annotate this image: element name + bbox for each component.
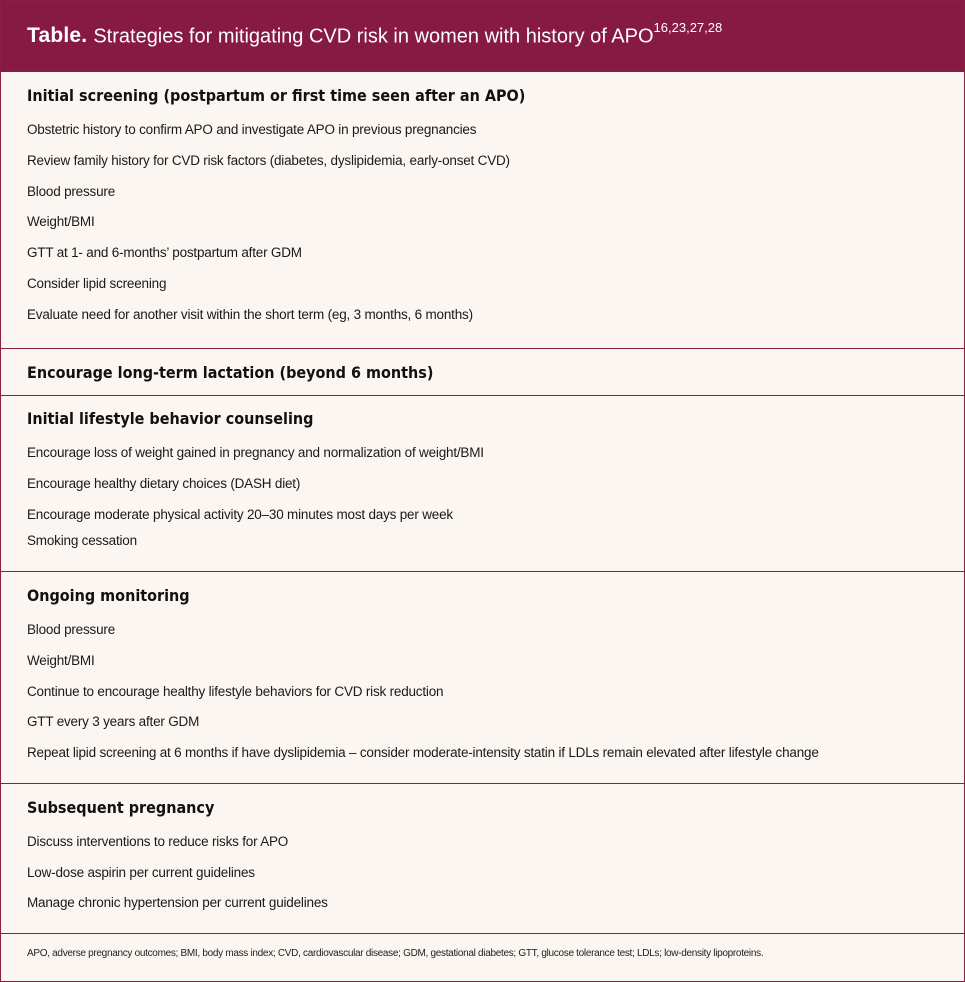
- item-list: [27, 621, 938, 775]
- table-title: [93, 20, 723, 49]
- section-ongoing-monitoring: [1, 571, 964, 783]
- abbreviations-footnote: APO, adverse pregnancy outcomes; BMI, body mass index; CVD, cardiovascular disease; GDM, gestational diabetes; GTT, glucose tolerance test; LDLs; low-density lipoproteins.: [1, 933, 964, 979]
- list-item: GTT every 3 years after GDM: [27, 714, 200, 730]
- section-heading: Initial lifestyle behavior counseling: [27, 409, 314, 428]
- table-header: [1, 1, 964, 71]
- section-heading: Ongoing monitoring: [27, 586, 190, 605]
- section-initial-screening: [1, 71, 964, 348]
- list-item: Blood pressure: [27, 622, 116, 637]
- section-heading: Subsequent pregnancy: [27, 798, 215, 817]
- section-lactation: [1, 348, 964, 395]
- list-item: Obstetric history to confirm APO and investigate APO in previous pregnancies: [27, 122, 477, 137]
- list-item: Weight/BMI: [27, 214, 95, 230]
- list-item: Repeat lipid screening at 6 months if have dyslipidemia – consider moderate-intensity statin if LDLs remain elevated after lifestyle change: [27, 745, 819, 761]
- list-item: Blood pressure: [27, 183, 116, 199]
- section-lifestyle-counseling: [1, 395, 964, 571]
- list-item: Encourage healthy dietary choices (DASH diet): [27, 476, 301, 491]
- section-subsequent-pregnancy: [1, 783, 964, 933]
- list-item: Smoking cessation: [27, 533, 137, 548]
- list-item: Evaluate need for another visit within the short term (eg, 3 months, 6 months): [27, 306, 473, 322]
- list-item: Weight/BMI: [27, 652, 95, 668]
- table-title-text: Strategies for mitigating CVD risk in women with history of APO: [93, 25, 654, 48]
- list-item: Continue to encourage healthy lifestyle behaviors for CVD risk reduction: [27, 683, 444, 699]
- list-item: Consider lipid screening: [27, 275, 167, 291]
- list-item: GTT at 1- and 6-months’ postpartum after GDM: [27, 245, 302, 261]
- section-heading: Encourage long-term lactation (beyond 6 months): [27, 363, 434, 382]
- list-item: Low-dose aspirin per current guidelines: [27, 864, 255, 880]
- item-list: [27, 444, 938, 563]
- table-label: Table.: [27, 24, 88, 47]
- item-list: [27, 833, 938, 925]
- list-item: Encourage loss of weight gained in pregnancy and normalization of weight/BMI: [27, 445, 484, 460]
- list-item: Manage chronic hypertension per current guidelines: [27, 895, 328, 910]
- list-item: Review family history for CVD risk factors (diabetes, dyslipidemia, early-onset CVD): [27, 152, 510, 168]
- item-list: [27, 121, 938, 337]
- reference-superscript: 16,23,27,28: [653, 20, 723, 36]
- list-item: Encourage moderate physical activity 20–30 minutes most days per week: [27, 507, 453, 522]
- list-item: Discuss interventions to reduce risks for APO: [27, 834, 289, 849]
- section-heading: Initial screening (postpartum or first time seen after an APO): [27, 86, 526, 105]
